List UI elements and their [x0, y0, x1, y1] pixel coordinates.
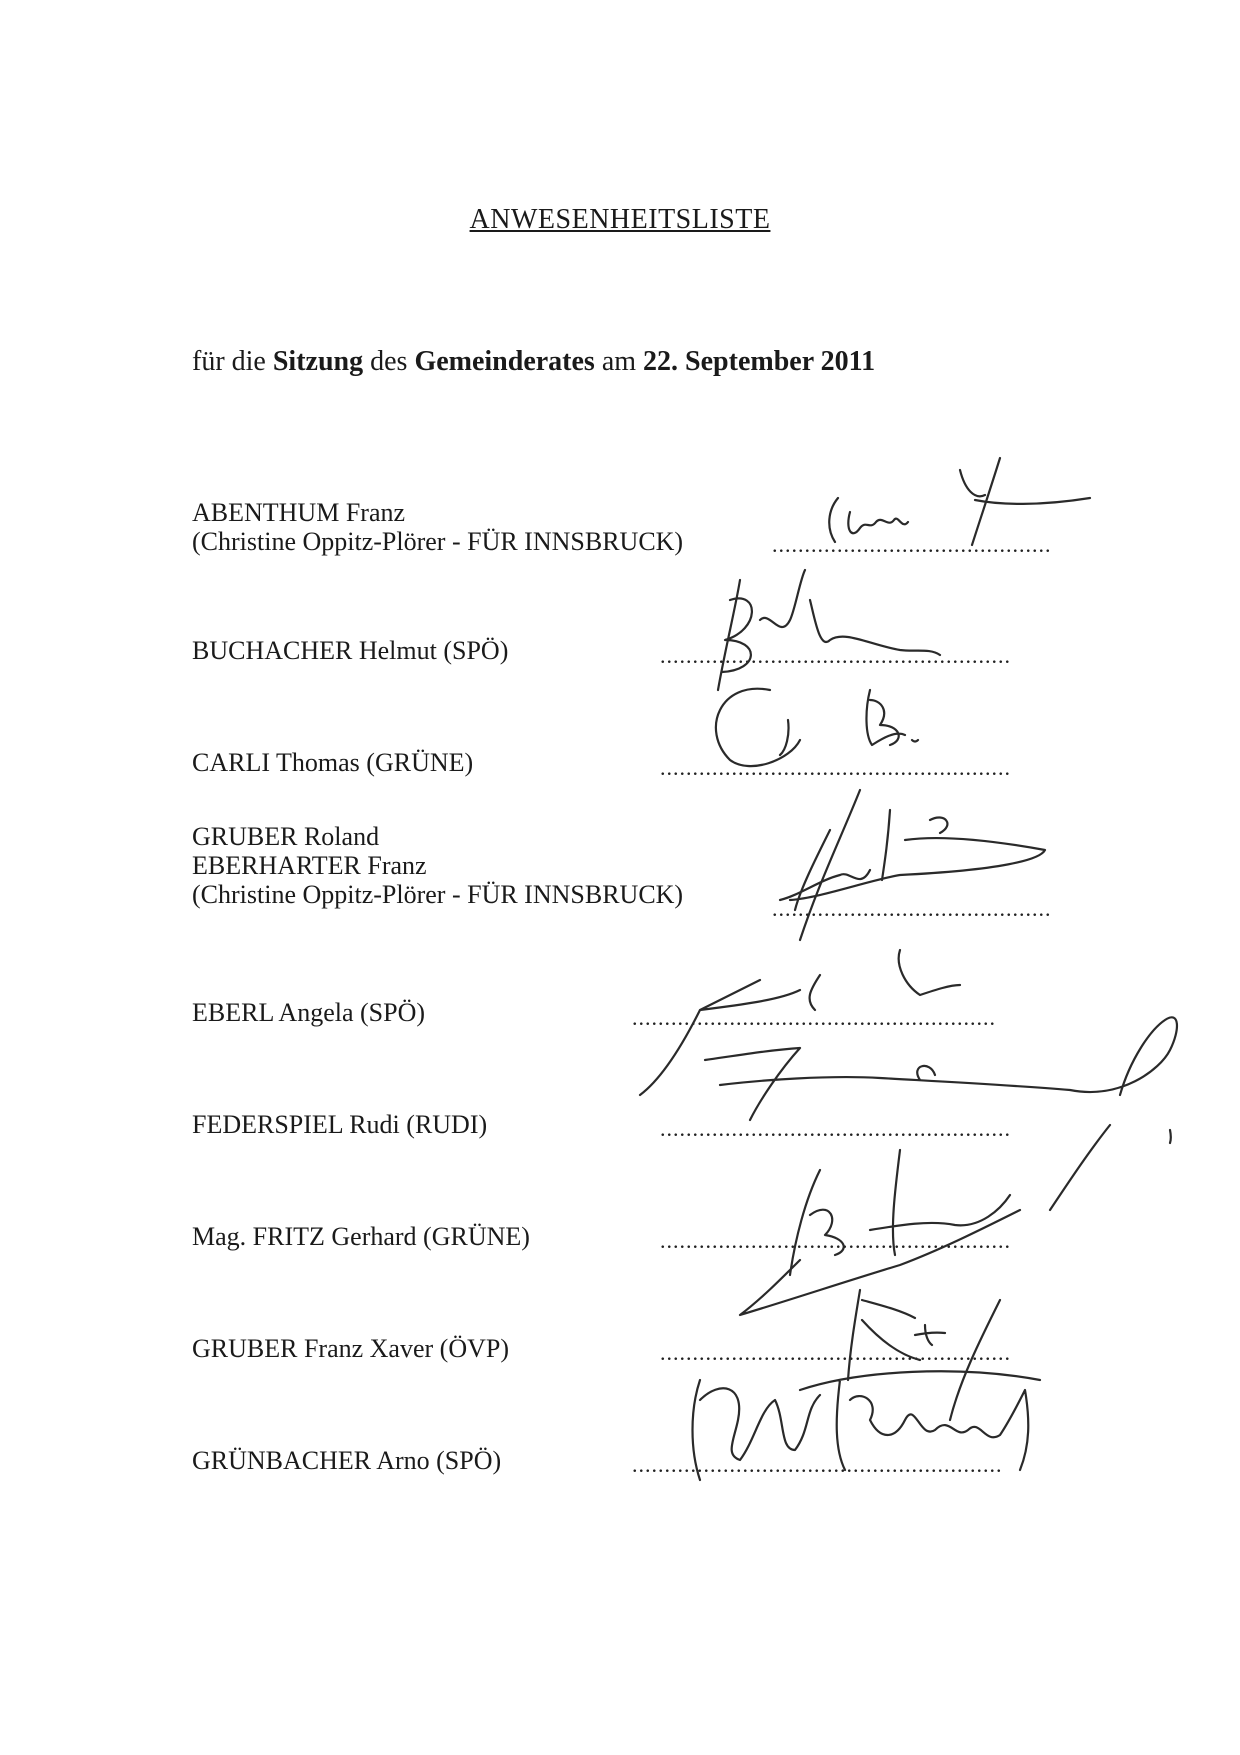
attendee-entry	[192, 748, 473, 777]
subtitle-session: Sitzung	[272, 346, 364, 377]
signature-federspiel	[705, 1017, 1177, 1210]
attendee-entry	[192, 498, 683, 556]
attendee-entry	[192, 636, 508, 665]
attendee-name: GRÜNBACHER Arno (SPÖ)	[192, 1446, 502, 1475]
signature-line: ......................................................	[660, 755, 1011, 780]
subtitle-text: am	[594, 346, 644, 377]
attendee-name: EBERL Angela (SPÖ)	[192, 998, 426, 1027]
signature-line: ......................................................	[660, 1340, 1011, 1365]
signature-line: ...........................................	[772, 896, 1052, 921]
attendee-affiliation: (Christine Oppitz-Plörer - FÜR INNSBRUCK)	[192, 880, 684, 909]
attendee-name: BUCHACHER Helmut (SPÖ)	[192, 636, 509, 665]
subtitle-date: 22. September 2011	[643, 346, 876, 377]
signature-line: ........................................................	[632, 1005, 996, 1030]
signature-line: ......................................................	[660, 643, 1011, 668]
attendee-name: GRUBER Roland	[192, 822, 380, 851]
attendee-name: CARLI Thomas (GRÜNE)	[192, 748, 474, 777]
signature-line: ......................................................	[660, 1228, 1011, 1253]
subtitle-text: des	[363, 346, 415, 377]
subtitle-council: Gemeinderates	[414, 346, 595, 377]
attendee-entry	[192, 1222, 530, 1251]
attendee-name: Mag. FRITZ Gerhard (GRÜNE)	[192, 1222, 530, 1251]
signature-line: .........................................................	[632, 1452, 1003, 1477]
attendee-entry	[192, 1334, 509, 1363]
attendee-entry	[192, 1446, 501, 1475]
document-title: ANWESENHEITSLISTE	[469, 204, 771, 235]
attendee-affiliation: (Christine Oppitz-Plörer - FÜR INNSBRUCK)	[192, 527, 684, 556]
attendee-name: GRUBER Franz Xaver (ÖVP)	[192, 1334, 510, 1363]
meeting-subtitle	[192, 346, 875, 378]
attendee-name: ABENTHUM Franz	[192, 498, 406, 527]
attendee-entry	[192, 822, 683, 909]
subtitle-text: für die	[192, 346, 273, 377]
attendee-name: EBERHARTER Franz	[192, 851, 427, 880]
signature-line: ...........................................	[772, 532, 1052, 557]
attendee-entry	[192, 998, 425, 1027]
signature-buchacher	[718, 570, 940, 690]
signature-line: ......................................................	[660, 1116, 1011, 1141]
attendee-entry	[192, 1110, 487, 1139]
attendee-name: FEDERSPIEL Rudi (RUDI)	[192, 1110, 488, 1139]
